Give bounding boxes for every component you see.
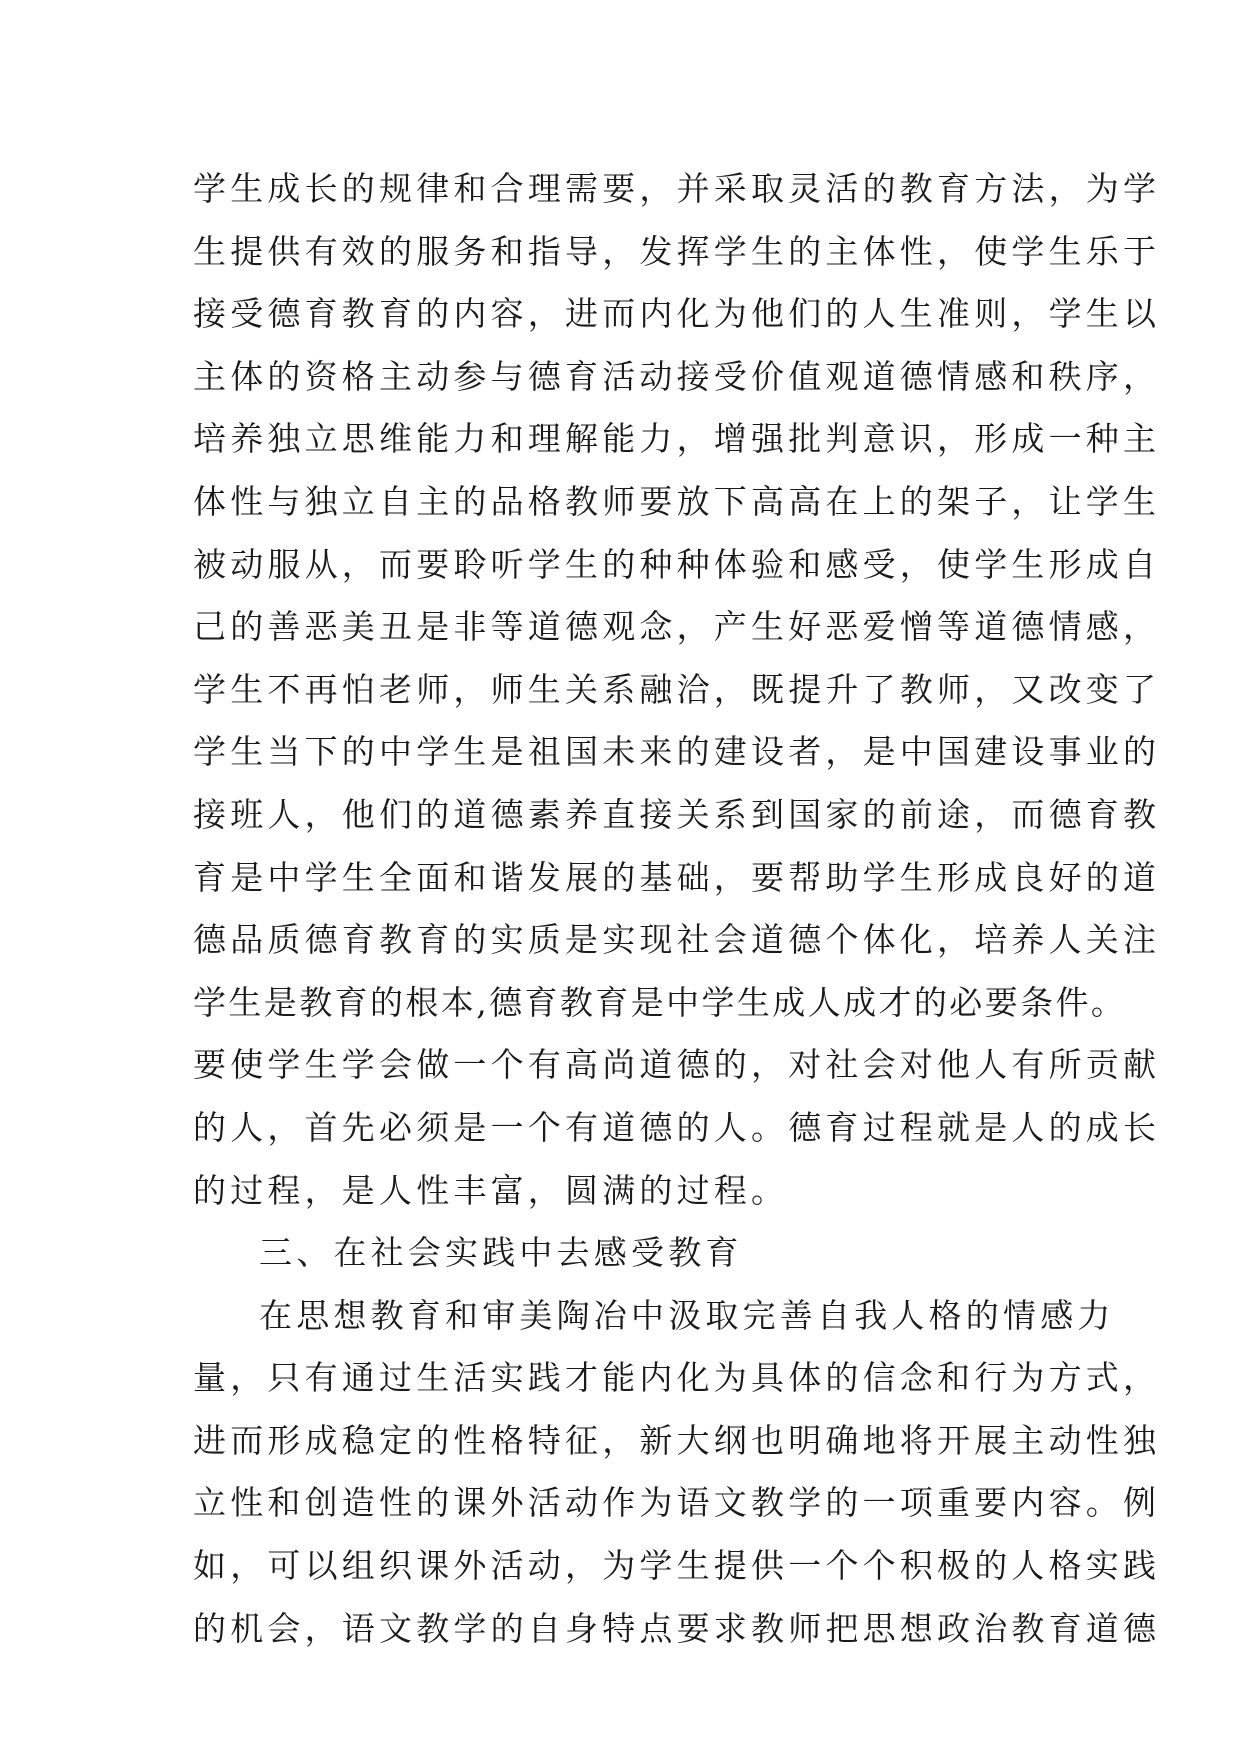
paragraph-line: 量，只有通过生活实践才能内化为具体的信念和行为方式，: [193, 1358, 1161, 1398]
paragraph-line: 的过程，是人性丰富，圆满的过程。: [193, 1170, 789, 1210]
paragraph-line: 进而形成稳定的性格特征，新大纲也明确地将开展主动性独: [193, 1420, 1161, 1460]
paragraph-line: 己的善恶美丑是非等道德观念，产生好恶爱憎等道德情感，: [193, 607, 1161, 647]
paragraph-line: 学生不再怕老师，师生关系融洽，既提升了教师，又改变了: [193, 669, 1161, 709]
paragraph-line: 的机会，语文教学的自身特点要求教师把思想政治教育道德: [193, 1608, 1161, 1648]
paragraph-line: 被动服从，而要聆听学生的种种体验和感受，使学生形成自: [193, 544, 1161, 584]
paragraph-line: 如，可以组织课外活动，为学生提供一个个积极的人格实践: [193, 1546, 1161, 1586]
paragraph-line: 要使学生学会做一个有高尚道德的，对社会对他人有所贡献: [193, 1045, 1161, 1085]
paragraph-line: 生提供有效的服务和指导，发挥学生的主体性，使学生乐于: [193, 231, 1161, 271]
section-heading: 三、在社会实践中去感受教育: [259, 1233, 743, 1273]
paragraph-line: 立性和创造性的课外活动作为语文教学的一项重要内容。例: [193, 1483, 1161, 1523]
paragraph-line: 培养独立思维能力和理解能力，增强批判意识，形成一种主: [193, 419, 1161, 459]
paragraph-line: 在思想教育和审美陶冶中汲取完善自我人格的情感力: [259, 1295, 1115, 1335]
paragraph-line: 体性与独立自主的品格教师要放下高高在上的架子，让学生: [193, 481, 1161, 521]
paragraph-line: 接班人，他们的道德素养直接关系到国家的前途，而德育教: [193, 794, 1161, 834]
body-text: [193, 158, 1161, 1660]
paragraph-line: 的人，首先必须是一个有道德的人。德育过程就是人的成长: [193, 1107, 1161, 1147]
paragraph-line: 学生成长的规律和合理需要，并采取灵活的教育方法，为学: [193, 169, 1161, 208]
paragraph-line: 主体的资格主动参与德育活动接受价值观道德情感和秩序，: [193, 356, 1161, 396]
paragraph-line: 育是中学生全面和谐发展的基础，要帮助学生形成良好的道: [193, 857, 1161, 897]
paragraph-line: 德品质德育教育的实质是实现社会道德个体化，培养人关注: [193, 920, 1161, 960]
paragraph-line: 学生是教育的根本,德育教育是中学生成人成才的必要条件。: [193, 982, 1127, 1022]
paragraph-line: 接受德育教育的内容，进而内化为他们的人生准则，学生以: [193, 294, 1161, 334]
paragraph-line: 学生当下的中学生是祖国未来的建设者，是中国建设事业的: [193, 732, 1161, 772]
